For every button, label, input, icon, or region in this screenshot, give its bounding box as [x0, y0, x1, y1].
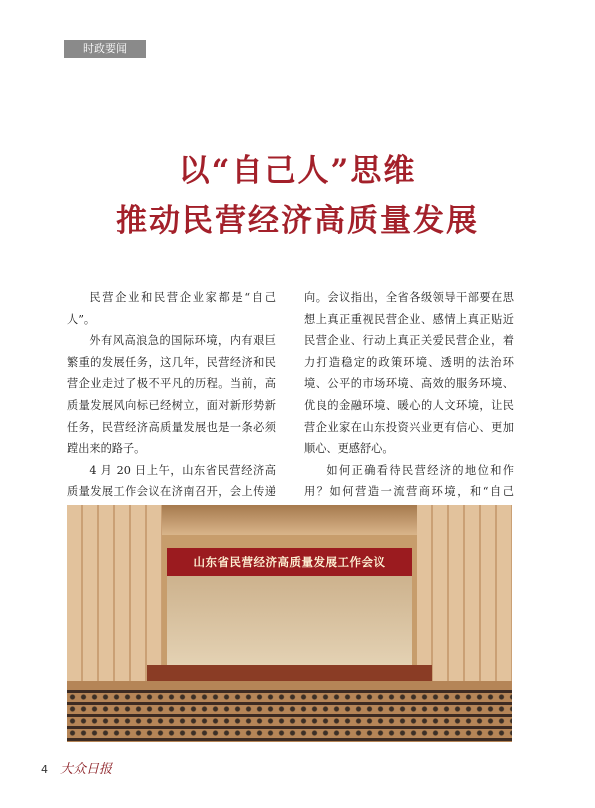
- conference-banner: 山东省民营经济高质量发展工作会议: [167, 548, 412, 576]
- conference-photo: [67, 505, 512, 742]
- paragraph: 如何正确看待民营经济的地位和作用？如何营造一流营商环境，和“自己: [304, 463, 514, 499]
- photo-stage-front: [147, 665, 432, 681]
- paragraph: 民营企业和民营企业家都是“自己人”。: [67, 291, 276, 326]
- paragraph: 4 月 20 日上午，山东省民营经济高质量发展工作会议在济南召开，会上传递: [67, 463, 276, 499]
- article-column-right: [304, 287, 514, 525]
- paragraph: 外有风高浪急的国际环境，内有艰巨繁重的发展任务，这几年，民营经济和民营企业走过了极不平凡的历程。当前，高质量发展风向标已经树立，面对新形势新任务，民营经济高质量发展也是一条必须蹚出来的路子。: [67, 334, 276, 456]
- article-title-line-2: 推动民营经济高质量发展: [116, 203, 479, 239]
- page-number: 4: [41, 763, 48, 776]
- publication-logo: 大众日报: [60, 762, 113, 777]
- photo-audience: [67, 691, 512, 742]
- section-tag: 时政要闻: [64, 40, 146, 58]
- photo-stage-backdrop: [167, 576, 412, 666]
- article-title-line-1: 以“自己人”思维: [178, 153, 417, 189]
- paragraph: 向。会议指出，全省各级领导干部要在思想上真正重视民营企业、感情上真正贴近民营企业、行动上真正关爱民营企业，着力打造稳定的政策环境、透明的法治环境、公平的市场环境、高效的服务环境、优良的金融环境、暖心的人文环境，让民营企业家在山东投资兴业更有信心、更加顺心、更感舒心。: [304, 291, 514, 456]
